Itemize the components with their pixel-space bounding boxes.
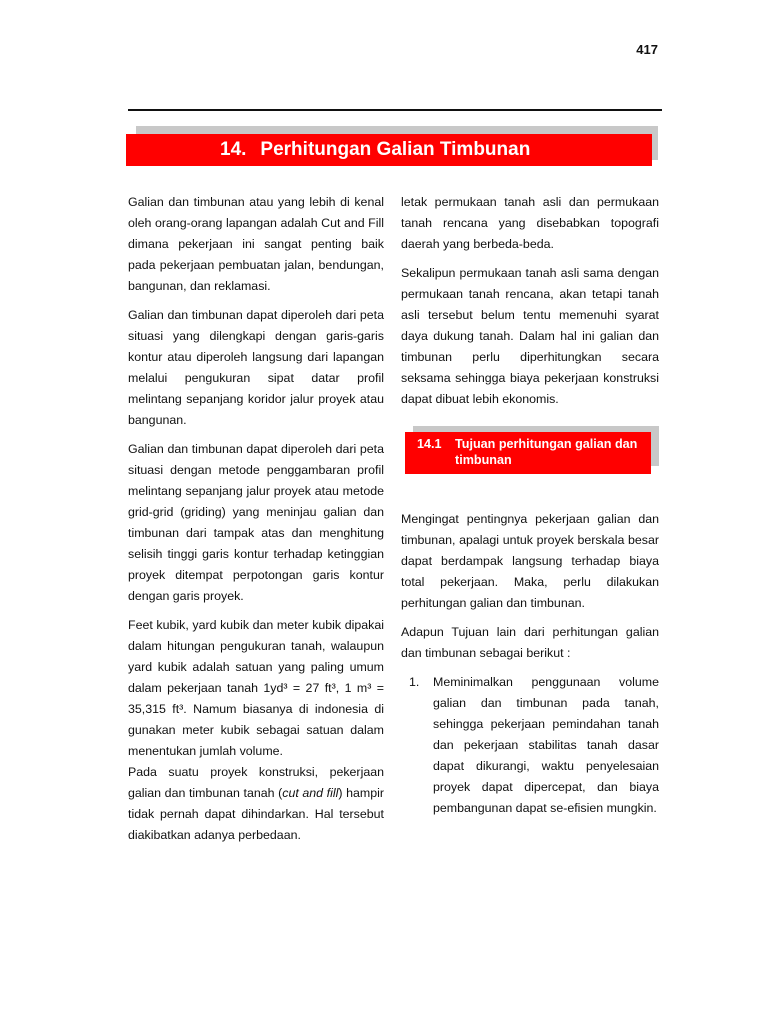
left-column — [128, 192, 384, 854]
right-column — [401, 192, 659, 819]
header-rule — [128, 109, 662, 111]
subheading-number: 14.1 — [417, 437, 442, 451]
paragraph: Feet kubik, yard kubik dan meter kubik dipakai dalam hitungan pengukuran tanah, walaupun yard kubik adalah satuan yang paling umum dalam pekerjaan tanah 1yd³ = 27 ft³, 1 m³ = 35,315 ft³. Namum biasanya di indonesia di gunakan meter kubik sebagai satuan dalam menentukan jumlah volume. — [128, 618, 384, 758]
chapter-title-bar — [126, 134, 652, 166]
list-marker: 1. — [409, 675, 420, 689]
paragraph: Galian dan timbunan dapat diperoleh dari peta situasi dengan metode penggambaran profil melintang sepanjang jalur proyek atau metode grid-grid (griding) yang meninjau galian dan timbunan dari tampak atas dan menghitung selisih tinggi garis kontur terhadap ketinggian proyek ditempat perpotongan garis kontur dengan garis proyek. — [128, 442, 384, 603]
paragraph: Galian dan timbunan atau yang lebih di kenal oleh orang-orang lapangan adalah Cut and Fill dimana pekerjaan ini sangat penting baik pada pekerjaan pembuatan jalan, bendungan, bangunan, dan reklamasi. — [128, 195, 384, 293]
goals-list — [401, 672, 659, 819]
subheading-title: Tujuan perhitungan galian dan timbunan — [455, 437, 638, 467]
paragraph: Mengingat pentingnya pekerjaan galian dan timbunan, apalagi untuk proyek berskala besar dapat berdampak langsung terhadap biaya total pekerjaan. Maka, perlu dilakukan perhitungan galian dan timbunan. — [401, 512, 659, 610]
paragraph: Adapun Tujuan lain dari perhitungan galian dan timbunan sebagai berikut : — [401, 625, 659, 660]
paragraph-text: ) hampir tidak pernah dapat dihindarkan. Hal tersebut diakibatkan adanya perbedaan. — [128, 786, 384, 842]
page-number: 417 — [636, 42, 658, 57]
subheading-box — [405, 432, 657, 484]
subheading — [405, 432, 651, 474]
paragraph: Sekalipun permukaan tanah asli sama dengan permukaan tanah rencana, akan tetapi tanah asli tersebut belum tentu memenuhi syarat daya dukung tanah. Dalam hal ini galian dan timbunan perlu diperhitungkan secara seksama sehingga biaya pekerjaan konstruksi dapat dibuat lebih ekonomis. — [401, 266, 659, 406]
list-item-text: Meminimalkan penggunaan volume galian dan timbunan pada tanah, sehingga pekerjaan pemindahan tanah dan pekerjaan stabilitas tanah dasar dapat dikurangi, waktu penyelesaian proyek dapat dipercepat, dan biaya pembangunan dapat se-efisien mungkin. — [433, 675, 659, 815]
paragraph — [128, 762, 384, 846]
chapter-title: Perhitungan Galian Timbunan — [260, 139, 531, 160]
paragraph-text: Pada suatu proyek konstruksi, pekerjaan galian dan timbunan tanah ( — [128, 765, 384, 800]
italic-term: cut and fill — [282, 786, 339, 800]
list-item — [401, 672, 659, 819]
chapter-number: 14. — [220, 139, 247, 160]
paragraph: letak permukaan tanah asli dan permukaan tanah rencana yang disebabkan topografi daerah yang berbeda-beda. — [401, 195, 659, 251]
paragraph: Galian dan timbunan dapat diperoleh dari peta situasi yang dilengkapi dengan garis-garis kontur atau diperoleh langsung dari lapangan melalui pengukuran sipat datar profil melintang sepanjang koridor jalur proyek atau bangunan. — [128, 308, 384, 427]
